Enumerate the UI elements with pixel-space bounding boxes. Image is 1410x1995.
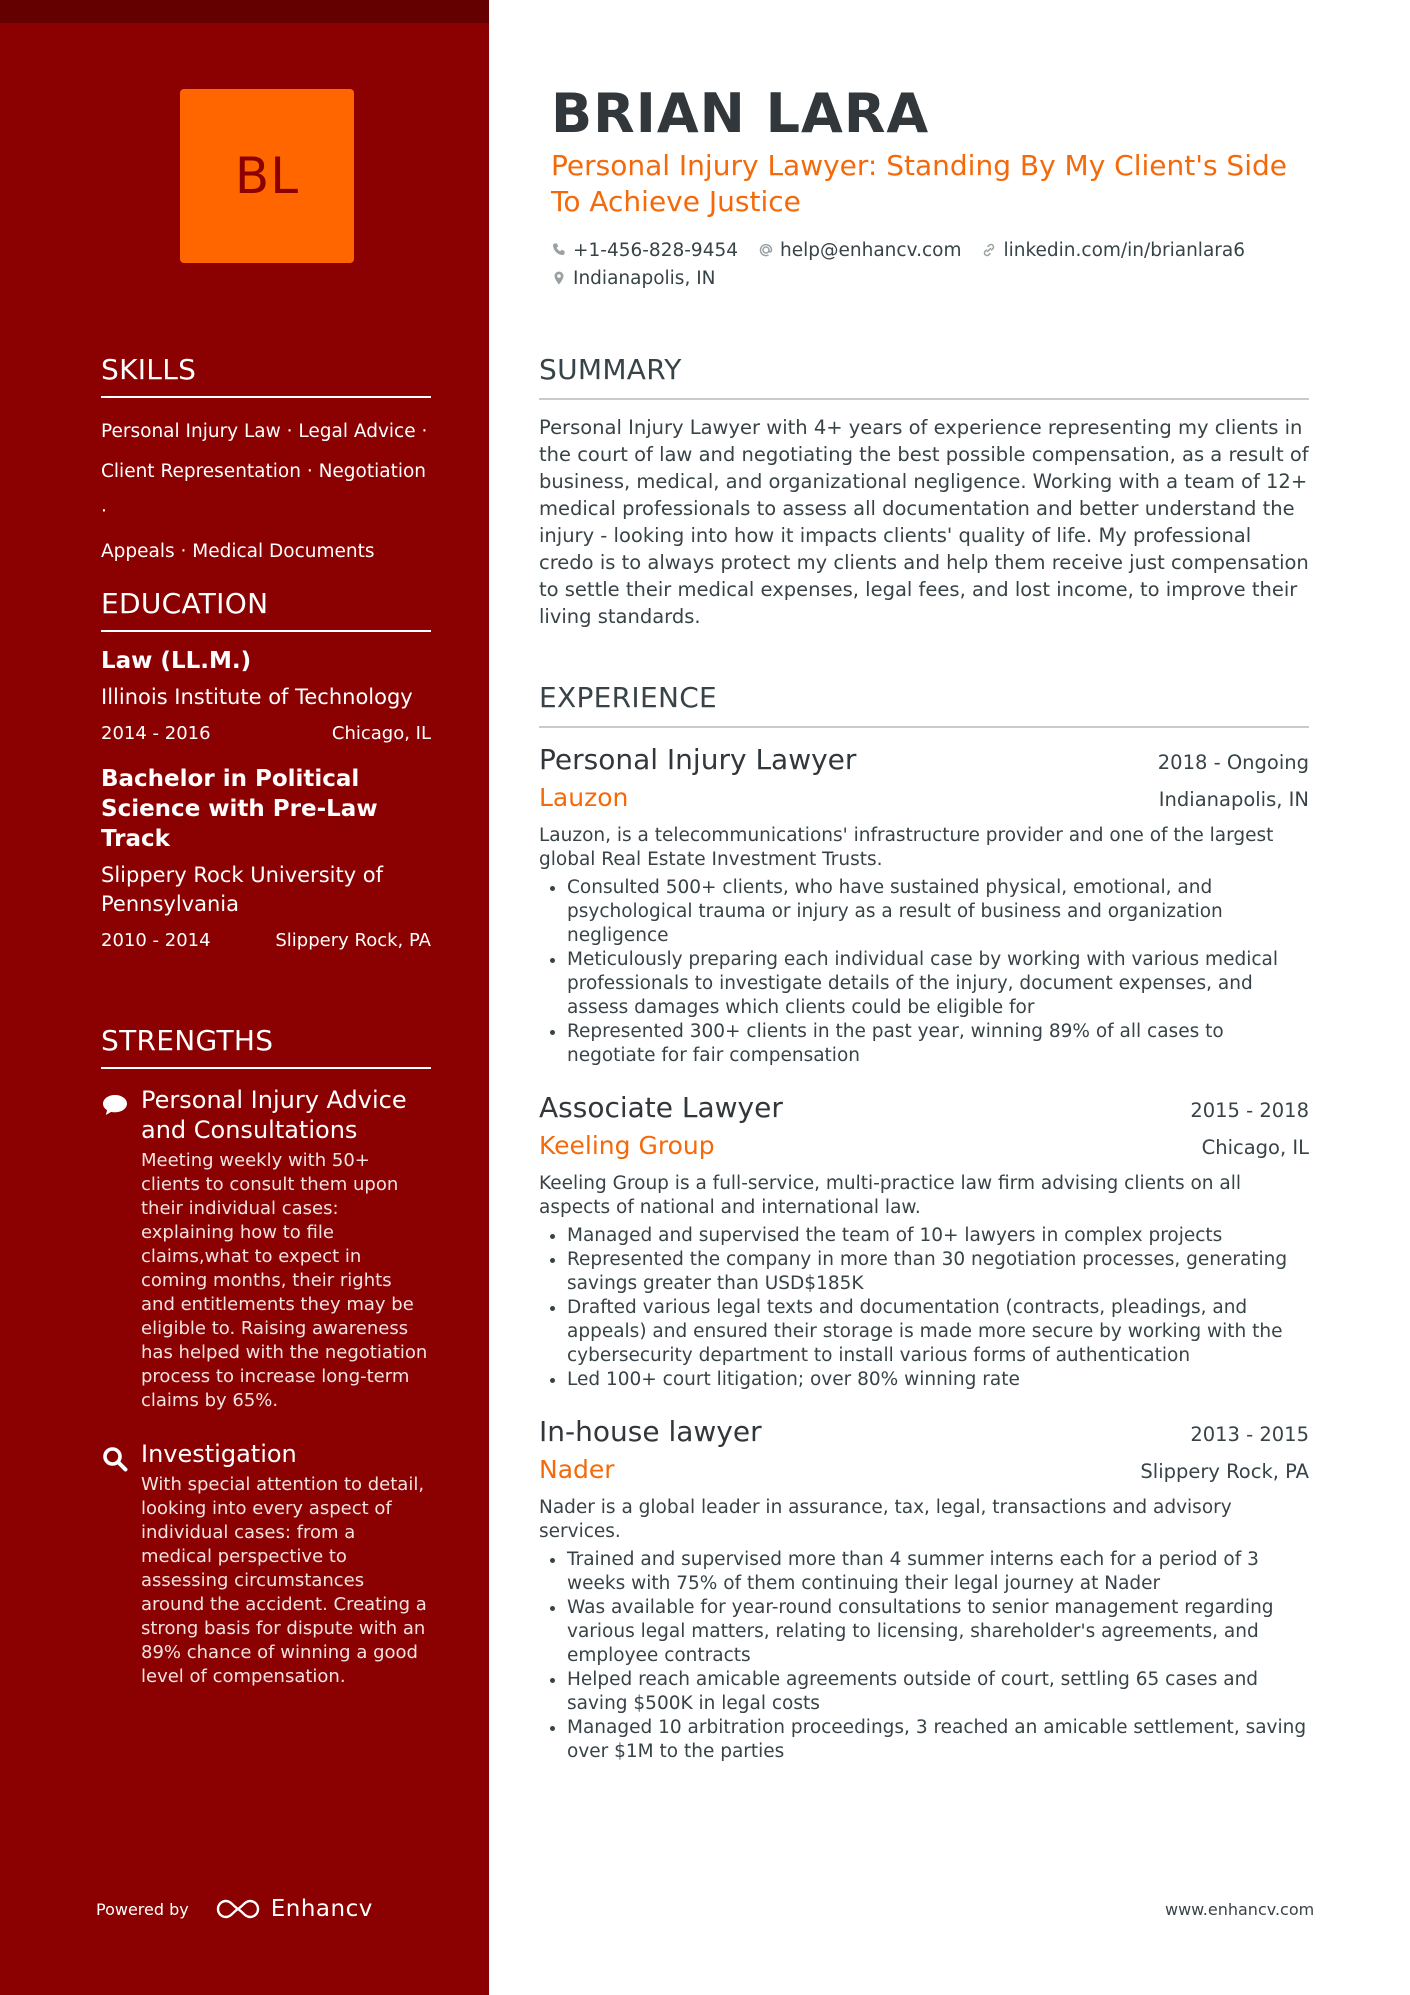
job-company: Lauzon [539,783,629,812]
summary-section [539,353,1309,630]
contact-info [551,236,1311,292]
job-header [539,1414,1309,1450]
edu-meta [101,929,431,953]
location-text: Indianapolis, IN [573,267,716,289]
link-icon [981,242,997,258]
edu-location: Slippery Rock, PA [275,930,431,951]
edu-dates: 2014 - 2016 [101,723,211,744]
edu-location: Chicago, IL [331,723,431,744]
location-contact [551,268,716,289]
job-description: Nader is a global leader in assurance, tax, legal, transactions and advisory services. [539,1497,1232,1542]
summary-title: SUMMARY [539,353,1309,400]
experience-section [539,681,1309,1786]
phone-contact[interactable] [551,240,738,261]
skills-section [101,353,431,572]
phone-text: +1-456-828-9454 [573,239,739,261]
job-subheader [539,1450,1309,1488]
education-title: EDUCATION [101,587,431,632]
job-bullet: • Managed 10 arbitration proceedings, 3 reached an amicable settlement, saving over $1M to the parties [567,1716,1309,1764]
job-bullets [539,876,1309,1068]
linkedin-text: linkedin.com/in/brianlara6 [1003,239,1245,261]
sidebar [0,0,489,1995]
job-bullet: • Led 100+ court litigation; over 80% winning rate [567,1368,1309,1392]
education-item [101,764,431,953]
job-bullets [539,1548,1309,1764]
job-dates: 2015 - 2018 [1190,1099,1309,1122]
job-subheader [539,778,1309,816]
strength-item [101,1439,431,1689]
job-title: In-house lawyer [539,1415,762,1448]
education-section [101,587,431,953]
job-entry [539,742,1309,1068]
job-title: Personal Injury Lawyer [539,743,857,776]
email-contact[interactable] [758,240,961,261]
initials-text: BL [234,147,300,205]
edu-degree: Bachelor in Political Science with Pre-Law Track [101,766,378,852]
job-bullet: • Drafted various legal texts and documentation (contracts, pleadings, and appeals) and ensured their storage is made more secure by working with the cybersecurity department to install various forms of authentication [567,1296,1309,1368]
job-location: Chicago, IL [1201,1136,1309,1159]
edu-degree: Law (LL.M.) [101,648,252,674]
job-bullet: • Represented the company in more than 30 negotiation processes, generating savings greater than USD$185K [567,1248,1309,1296]
strength-title: Personal Injury Advice and Consultations [141,1086,407,1144]
at-sign-icon [758,242,774,258]
enhancv-brand-text: Enhancv [270,1896,373,1922]
experience-title: EXPERIENCE [539,681,1309,728]
skills-line: Client Representation · Negotiation · [101,461,427,522]
job-dates: 2018 - Ongoing [1157,751,1309,774]
job-bullet: • Meticulously preparing each individual case by working with various medical professionals to investigate details of the injury, document expenses, and assess damages which clients could be eligible for [567,948,1309,1020]
job-entry [539,1414,1309,1764]
job-dates: 2013 - 2015 [1190,1423,1309,1446]
job-header [539,742,1309,778]
education-item [101,646,431,746]
job-header [539,1090,1309,1126]
strengths-section [101,1024,431,1689]
magnifier-icon [101,1445,129,1473]
headline: Personal Injury Lawyer: Standing By My Client's Side To Achieve Justice [551,149,1287,218]
strength-title: Investigation [141,1440,297,1468]
skills-title: SKILLS [101,353,431,398]
job-description: Keeling Group is a full-service, multi-practice law firm advising clients on all aspects of national and international law. [539,1173,1242,1218]
strengths-title: STRENGTHS [101,1024,431,1069]
job-company: Keeling Group [539,1131,715,1160]
job-bullet: • Consulted 500+ clients, who have sustained physical, emotional, and psychological trauma or injury as a result of business and organization negligence [567,876,1309,948]
job-subheader [539,1126,1309,1164]
job-bullet: • Represented 300+ clients in the past year, winning 89% of all cases to negotiate for fair compensation [567,1020,1309,1068]
job-title: Associate Lawyer [539,1091,783,1124]
strength-description: Meeting weekly with 50+ clients to consult them upon their individual cases: explaining how to file claims,what to expect in coming months, their rights and entitlements they may be eligible to. Raising awareness has helped with the negotiation process to increase long-term claims by 65%. [141,1150,428,1411]
summary-text: Personal Injury Lawyer with 4+ years of experience representing my clients in the court of law and negotiating the best possible compensation, as a result of business, medical, and organizational negligence. Working with a team of 12+ medical professionals to assess all documentation and better understand the injury - looking into how it impacts clients' quality of life. My professional credo is to always protect my clients and help them receive just compensation to settle their medical expenses, legal fees, and lost income, to improve their living standards. [539,416,1309,628]
initials-avatar [180,89,354,263]
job-entry [539,1090,1309,1392]
edu-school: Illinois Institute of Technology [101,685,413,709]
edu-school: Slippery Rock University of Pennsylvania [101,863,384,916]
job-location: Indianapolis, IN [1158,788,1309,811]
job-bullet: • Was available for year-round consultations to senior management regarding various legal matters, relating to licensing, shareholder's agreements, and employee contracts [567,1596,1309,1668]
powered-by [96,1896,373,1922]
job-bullets [539,1224,1309,1392]
skills-line: Appeals · Medical Documents [101,541,375,562]
contact-row [551,264,1311,292]
strength-item [101,1085,431,1413]
job-bullet: • Helped reach amicable agreements outside of court, settling 65 cases and saving $500K in legal costs [567,1668,1309,1716]
enhancv-logo-icon [215,1897,261,1921]
phone-icon [551,242,567,258]
edu-meta [101,722,431,746]
skills-list [101,412,431,572]
job-bullet: • Trained and supervised more than 4 summer interns each for a period of 3 weeks with 75% of them continuing their legal journey at Nader [567,1548,1309,1596]
job-location: Slippery Rock, PA [1140,1460,1309,1483]
job-company: Nader [539,1455,615,1484]
candidate-name: BRIAN LARA [551,82,930,145]
job-bullet: • Managed and supervised the team of 10+ lawyers in complex projects [567,1224,1309,1248]
enhancv-logo[interactable] [215,1896,373,1922]
footer-site-link[interactable]: www.enhancv.com [1165,1900,1315,1919]
linkedin-contact[interactable] [981,240,1245,261]
skills-line: Personal Injury Law · Legal Advice · [101,421,428,442]
email-text: help@enhancv.com [780,239,962,261]
sidebar-top-band [0,0,489,23]
location-pin-icon [551,270,567,286]
strength-description: With special attention to detail, looking into every aspect of individual cases: from a medical perspective to assessing circumstances around the accident. Creating a strong basis for dispute with an 89% chance of winning a good level of compensation. [141,1474,427,1687]
contact-row [551,236,1311,264]
speech-bubble-icon [101,1091,129,1119]
powered-by-label: Powered by [96,1899,189,1919]
job-description: Lauzon, is a telecommunications' infrastructure provider and one of the largest global Real Estate Investment Trusts. [539,825,1274,870]
edu-dates: 2010 - 2014 [101,930,211,951]
